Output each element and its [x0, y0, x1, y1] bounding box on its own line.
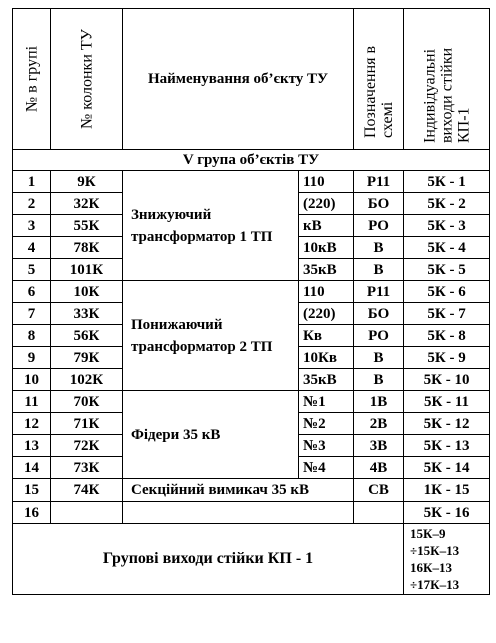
- row-num: 10: [13, 369, 51, 391]
- tu-objects-table: [12, 8, 490, 595]
- row-num: 6: [13, 281, 51, 303]
- row-col: 56К: [51, 325, 123, 347]
- row-out: 5К - 4: [404, 237, 490, 259]
- row-name-empty: [123, 502, 354, 524]
- row-level: 110: [299, 281, 354, 303]
- group-title-row: [13, 150, 490, 171]
- row-mark: В: [354, 347, 404, 369]
- row-level: №2: [299, 413, 354, 435]
- row-level: 110: [299, 171, 354, 193]
- row-col: 33К: [51, 303, 123, 325]
- row-num: 16: [13, 502, 51, 524]
- table-row: [13, 391, 490, 413]
- row-level: №3: [299, 435, 354, 457]
- row-out: 1К - 15: [404, 479, 490, 502]
- group-output-item: 15К–9: [410, 526, 446, 541]
- row-col: 71К: [51, 413, 123, 435]
- row-level: 10кВ: [299, 237, 354, 259]
- row-out: 5К - 13: [404, 435, 490, 457]
- row-num: 8: [13, 325, 51, 347]
- row-col: 9К: [51, 171, 123, 193]
- group-outputs-label: Групові виходи стійки КП - 1: [13, 524, 404, 595]
- row-out: 5К - 9: [404, 347, 490, 369]
- table-row: [13, 281, 490, 303]
- group-outputs-list: [404, 524, 490, 595]
- table-row: [13, 502, 490, 524]
- row-level: №1: [299, 391, 354, 413]
- row-level: (220): [299, 303, 354, 325]
- row-out: 5К - 1: [404, 171, 490, 193]
- row-out: 5К - 6: [404, 281, 490, 303]
- object-name-transformer-1: Знижуючий трансформатор 1 ТП: [123, 171, 299, 281]
- header-num: № в групі: [13, 9, 51, 150]
- row-num: 13: [13, 435, 51, 457]
- row-num: 9: [13, 347, 51, 369]
- row-num: 3: [13, 215, 51, 237]
- footer-row: [13, 524, 490, 595]
- row-col: 55К: [51, 215, 123, 237]
- row-out: 5К - 10: [404, 369, 490, 391]
- table-row: [13, 479, 490, 502]
- row-mark: Р11: [354, 171, 404, 193]
- row-col: 32К: [51, 193, 123, 215]
- row-level: Кв: [299, 325, 354, 347]
- row-mark: 1В: [354, 391, 404, 413]
- row-num: 4: [13, 237, 51, 259]
- row-mark: В: [354, 259, 404, 281]
- row-mark: В: [354, 237, 404, 259]
- row-num: 2: [13, 193, 51, 215]
- row-mark: 2В: [354, 413, 404, 435]
- row-mark: 3В: [354, 435, 404, 457]
- row-col: 79К: [51, 347, 123, 369]
- object-name-transformer-2: Понижаючий трансформатор 2 ТП: [123, 281, 299, 391]
- row-col: 70К: [51, 391, 123, 413]
- row-out: 5К - 5: [404, 259, 490, 281]
- row-mark: 4В: [354, 457, 404, 479]
- row-col: 74К: [51, 479, 123, 502]
- row-out: 5К - 16: [404, 502, 490, 524]
- group-output-item: ÷15К–13: [410, 543, 460, 558]
- row-mark: БО: [354, 303, 404, 325]
- row-level: (220): [299, 193, 354, 215]
- row-num: 7: [13, 303, 51, 325]
- group-output-item: 16К–13: [410, 560, 452, 575]
- row-num: 14: [13, 457, 51, 479]
- row-mark: СВ: [354, 479, 404, 502]
- group-output-item: ÷17К–13: [410, 577, 460, 592]
- group-title: V група об’єктів ТУ: [13, 150, 490, 171]
- row-mark: БО: [354, 193, 404, 215]
- row-col: 73К: [51, 457, 123, 479]
- row-out: 5К - 7: [404, 303, 490, 325]
- row-col: 72К: [51, 435, 123, 457]
- object-name-section-switch: Секційний вимикач 35 кВ: [123, 479, 354, 502]
- row-num: 15: [13, 479, 51, 502]
- row-out: 5К - 3: [404, 215, 490, 237]
- row-mark: В: [354, 369, 404, 391]
- row-num: 5: [13, 259, 51, 281]
- row-col: 10К: [51, 281, 123, 303]
- row-out: 5К - 14: [404, 457, 490, 479]
- row-level: 35кВ: [299, 369, 354, 391]
- row-level: №4: [299, 457, 354, 479]
- row-num: 12: [13, 413, 51, 435]
- row-col: 101К: [51, 259, 123, 281]
- header-object-name: Найменування об’єкту ТУ: [123, 9, 354, 150]
- header-scheme: Позначення в схемі: [354, 9, 404, 150]
- row-col: 102К: [51, 369, 123, 391]
- row-mark: РО: [354, 325, 404, 347]
- row-out: 5К - 8: [404, 325, 490, 347]
- row-out: 5К - 2: [404, 193, 490, 215]
- row-num: 1: [13, 171, 51, 193]
- row-level: кВ: [299, 215, 354, 237]
- row-mark: Р11: [354, 281, 404, 303]
- row-col: 78К: [51, 237, 123, 259]
- row-col: [51, 502, 123, 524]
- row-num: 11: [13, 391, 51, 413]
- row-out: 5К - 12: [404, 413, 490, 435]
- row-level: 35кВ: [299, 259, 354, 281]
- table-row: [13, 171, 490, 193]
- header-tu-column: № колонки ТУ: [51, 9, 123, 150]
- row-mark: [354, 502, 404, 524]
- header-row: [13, 9, 490, 150]
- object-name-feeders: Фідери 35 кВ: [123, 391, 299, 479]
- row-mark: РО: [354, 215, 404, 237]
- row-level: 10Кв: [299, 347, 354, 369]
- header-outputs: Індивідуальні виходи стійки КП-1: [404, 9, 490, 150]
- row-out: 5К - 11: [404, 391, 490, 413]
